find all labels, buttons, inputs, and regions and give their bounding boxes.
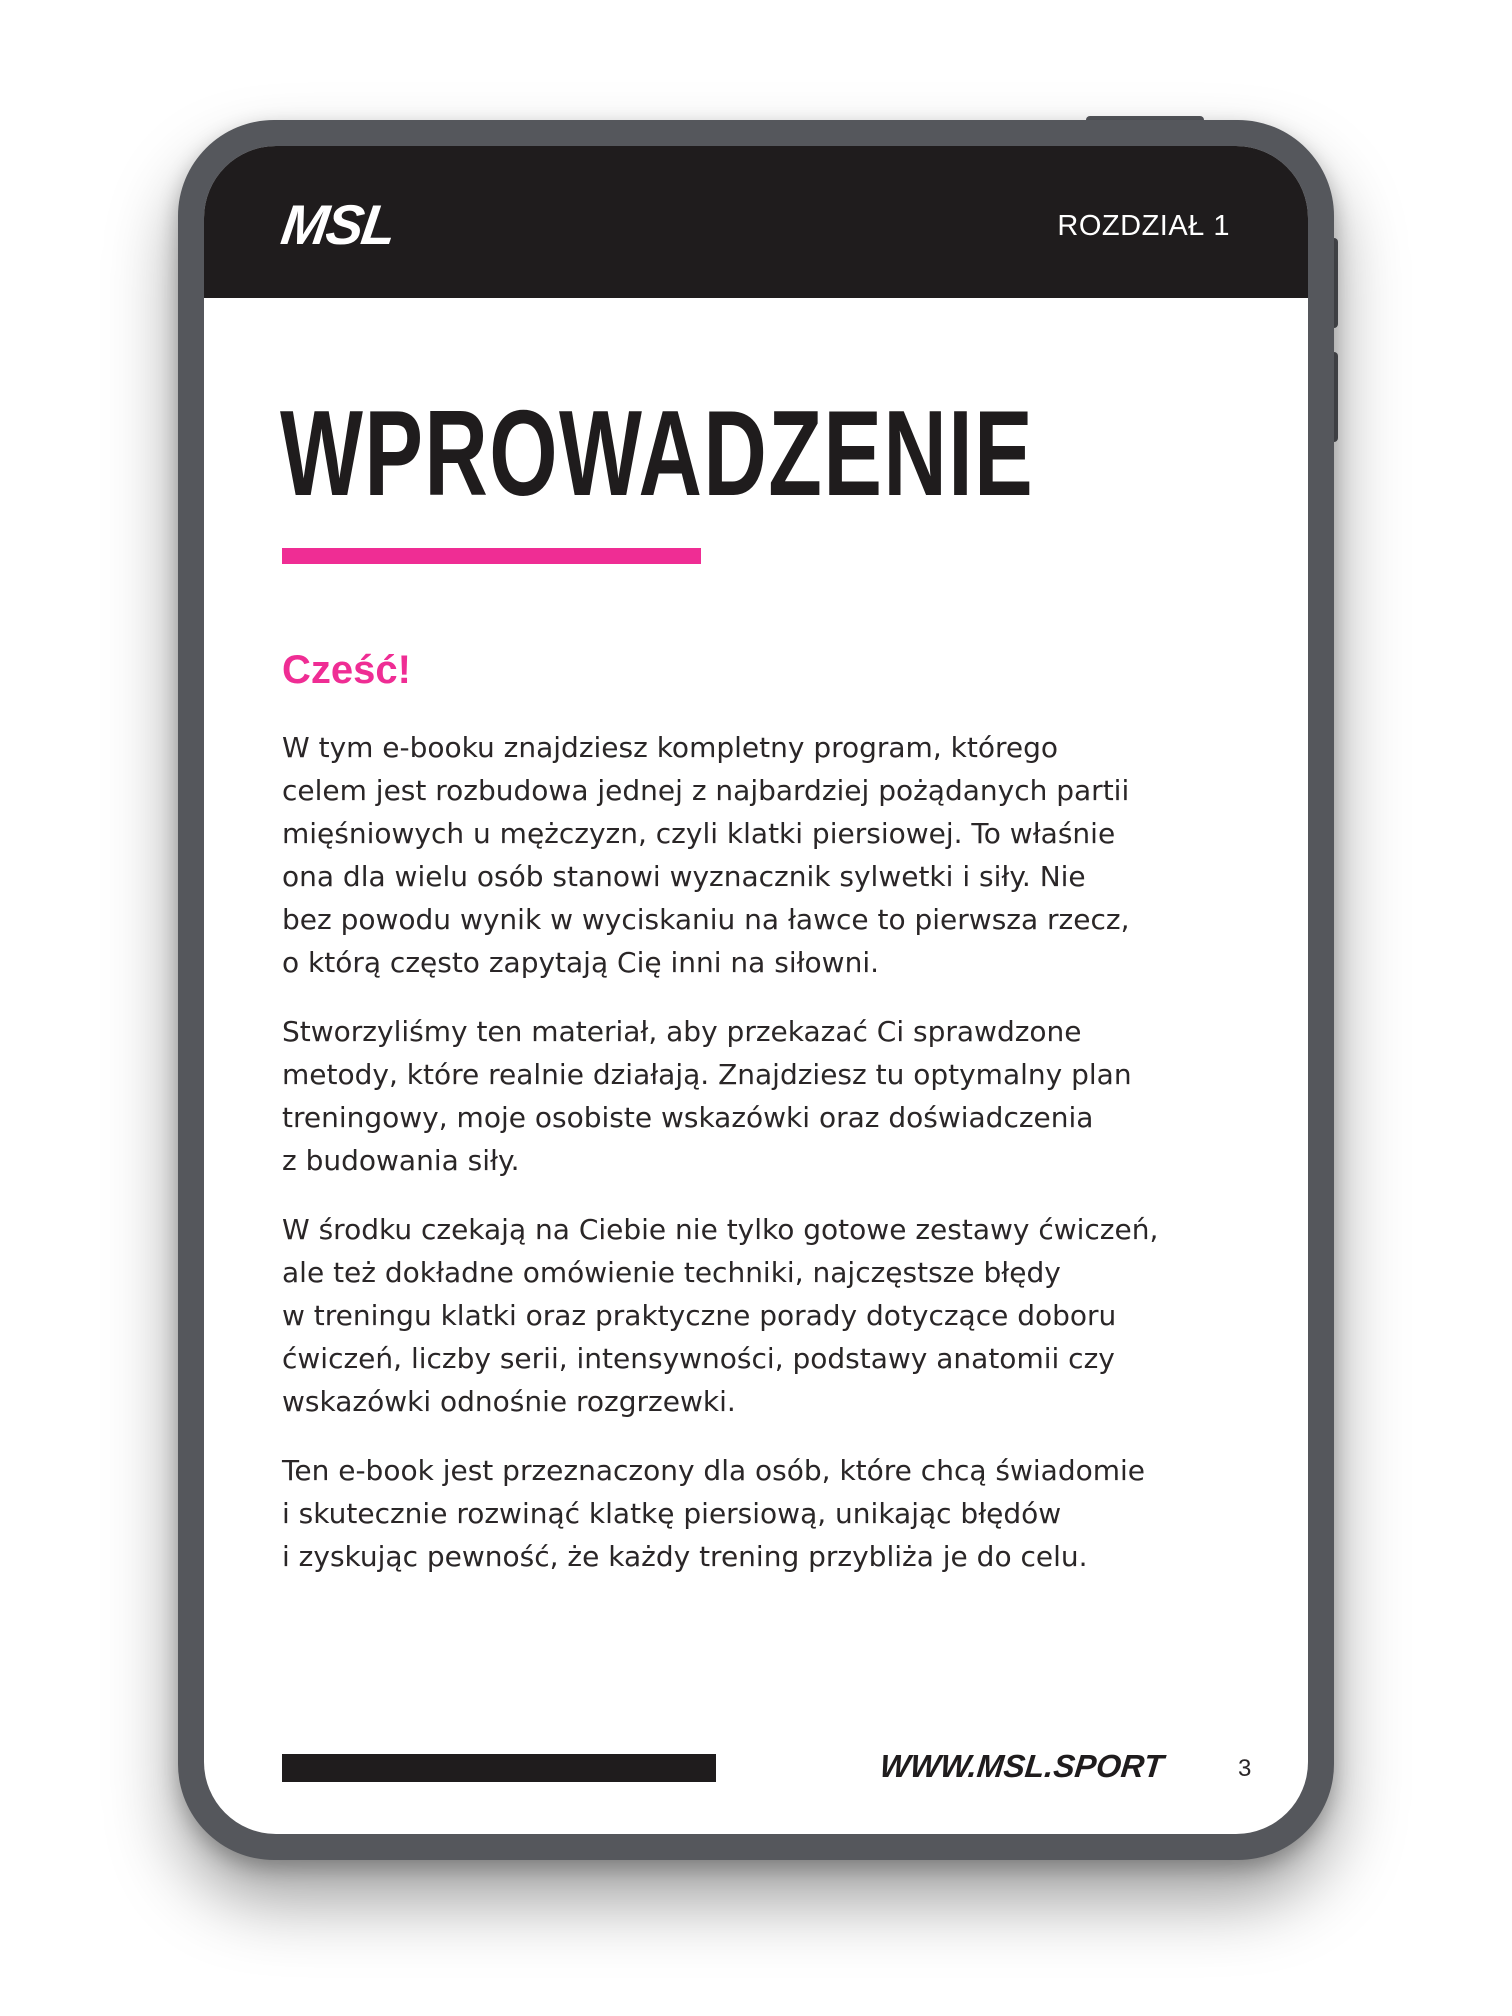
text-line: w treningu klatki oraz praktyczne porady dotyczące doboru: [282, 1299, 1117, 1332]
text-line: metody, które realnie działają. Znajdziesz tu optymalny plan: [282, 1058, 1132, 1091]
text-line: W środku czekają na Ciebie nie tylko gotowe zestawy ćwiczeń,: [282, 1213, 1159, 1246]
paragraph: [282, 726, 1242, 984]
text-line: bez powodu wynik w wyciskaniu na ławce to pierwsza rzecz,: [282, 903, 1130, 936]
text-line: celem jest rozbudowa jednej z najbardziej pożądanych partii: [282, 774, 1130, 807]
text-line: o którą często zapytają Cię inni na siłowni.: [282, 946, 880, 979]
tablet-frame: [178, 120, 1334, 1860]
text-line: ćwiczeń, liczby serii, intensywności, podstawy anatomii czy: [282, 1342, 1115, 1375]
text-line: i zyskując pewność, że każdy trening przybliża je do celu.: [282, 1540, 1088, 1573]
msl-logo: MSL: [277, 193, 399, 256]
text-line: i skutecznie rozwinąć klatkę piersiową, unikając błędów: [282, 1497, 1062, 1530]
greeting-heading: Cześć!: [282, 648, 411, 692]
footer-bar: [282, 1754, 716, 1782]
text-line: treningowy, moje osobiste wskazówki oraz doświadczenia: [282, 1101, 1094, 1134]
paragraph: [282, 1208, 1242, 1423]
paragraph: [282, 1449, 1242, 1578]
text-line: mięśniowych u mężczyzn, czyli klatki piersiowej. To właśnie: [282, 817, 1116, 850]
page-number: 3: [1238, 1755, 1252, 1782]
text-line: ona dla wielu osób stanowi wyznacznik sylwetki i siły. Nie: [282, 860, 1086, 893]
page-header-bar: [204, 146, 1308, 298]
text-line: wskazówki odnośnie rozgrzewki.: [282, 1385, 736, 1418]
body-text: [282, 726, 1242, 1604]
text-line: z budowania siły.: [282, 1144, 520, 1177]
text-line: ale też dokładne omówienie techniki, najczęstsze błędy: [282, 1256, 1061, 1289]
text-line: Ten e-book jest przeznaczony dla osób, które chcą świadomie: [282, 1454, 1146, 1487]
tablet-screen: [204, 146, 1308, 1834]
footer-website-link[interactable]: WWW.MSL.SPORT: [878, 1748, 1166, 1784]
text-line: Stworzyliśmy ten materiał, aby przekazać Ci sprawdzone: [282, 1015, 1082, 1048]
title-underline: [282, 548, 701, 564]
paragraph: [282, 1010, 1242, 1182]
chapter-label: ROZDZIAŁ 1: [1057, 210, 1230, 242]
text-line: W tym e-booku znajdziesz kompletny program, którego: [282, 731, 1058, 764]
page-title: WPROWADZENIE: [280, 385, 1035, 521]
